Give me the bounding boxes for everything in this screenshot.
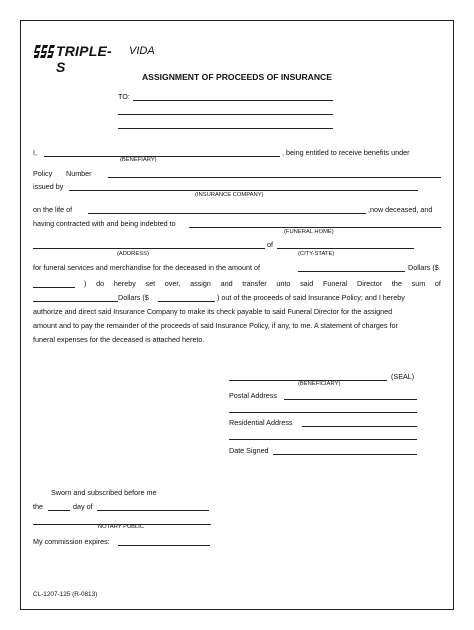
of-label: of [267, 240, 273, 249]
seal-label: (SEAL) [391, 372, 415, 381]
insurance-company-caption: (INSURANCE COMPANY) [195, 192, 264, 198]
remainder-text: amount and to pay the remainder of the proceeds of said Insurance Policy, if any, to me. A statement of charges for [33, 321, 398, 330]
date-signed-line[interactable] [273, 454, 417, 455]
date-signed-label: Date Signed [229, 446, 269, 455]
notary-public-caption: NOTARY PUBLIC [98, 524, 145, 530]
life-of-label: on the life of [33, 205, 73, 214]
beneficiary-caption: (BENEFIARY) [120, 157, 157, 163]
residential-address-line-1[interactable] [302, 426, 417, 427]
logo-brand-text: TRIPLE-S [56, 43, 112, 75]
sum-words-line[interactable] [33, 301, 118, 302]
dollars-label: Dollars ($ [408, 263, 439, 272]
benefits-text: , being entitled to receive benefits under [282, 148, 410, 157]
issued-by-label: issued by [33, 182, 64, 191]
form-title: ASSIGNMENT OF PROCEEDS OF INSURANCE [141, 72, 333, 82]
city-state-line[interactable] [277, 248, 414, 249]
beneficiary-signature-caption: (BENEFICIARY) [298, 381, 341, 387]
funeral-home-caption: (FUNERAL HOME) [284, 229, 334, 235]
triple-s-logo-icon [34, 42, 56, 60]
now-deceased-text: ,now deceased, and [368, 205, 433, 214]
to-line-3[interactable] [118, 128, 333, 129]
postal-address-label: Postal Address [229, 391, 277, 400]
city-state-caption: (CITY-STATE) [298, 251, 335, 257]
form-code: CL-1207-125 (R-0813) [33, 591, 98, 598]
sworn-text: Sworn and subscribed before me [51, 488, 157, 497]
postal-address-line-1[interactable] [284, 399, 417, 400]
policy-number-line[interactable] [108, 177, 441, 178]
statement-text: funeral expenses for the deceased is attached hereto. [33, 335, 205, 344]
address-caption: (ADDRESS) [117, 251, 149, 257]
sum-dollars-label: Dollars ($ [118, 293, 149, 302]
amount-words-line[interactable] [298, 271, 405, 272]
funeral-home-line[interactable] [189, 227, 441, 228]
beneficiary-line[interactable] [44, 156, 280, 157]
deceased-name-line[interactable] [88, 213, 366, 214]
residential-address-label: Residential Address [229, 418, 293, 427]
commission-expires-line[interactable] [118, 545, 210, 546]
residential-address-line-2[interactable] [229, 439, 417, 440]
assign-text-line: ) do hereby set over, assign and transfer unto said Funeral Director the sum of [84, 279, 441, 288]
address-line[interactable] [33, 248, 265, 249]
postal-address-line-2[interactable] [229, 412, 417, 413]
commission-expires-label: My commission expires: [33, 537, 110, 546]
to-label: TO: [118, 92, 130, 101]
policy-label: Policy [33, 169, 53, 178]
i-label: I, [33, 148, 37, 157]
to-line-2[interactable] [118, 114, 333, 115]
day-of-label: day of [73, 502, 93, 511]
proceeds-text: ) out of the proceeds of said Insurance Policy; and I hereby [217, 293, 405, 302]
to-line-1[interactable] [133, 100, 333, 101]
number-label: Number [66, 169, 92, 178]
sum-figure-line[interactable] [158, 301, 215, 302]
insurance-company-line[interactable] [69, 190, 418, 191]
the-label: the [33, 502, 43, 511]
month-year-line[interactable] [97, 510, 209, 511]
contracted-text: having contracted with and being indebted to [33, 219, 176, 228]
day-line[interactable] [48, 510, 70, 511]
logo-sub-text: VIDA [129, 45, 155, 57]
authorize-text: authorize and direct said Insurance Company to make its check payable to said Funeral Director for the assigned [33, 307, 393, 316]
amount-figure-line[interactable] [33, 287, 75, 288]
funeral-services-text: for funeral services and merchandise for the deceased in the amount of [33, 263, 260, 272]
